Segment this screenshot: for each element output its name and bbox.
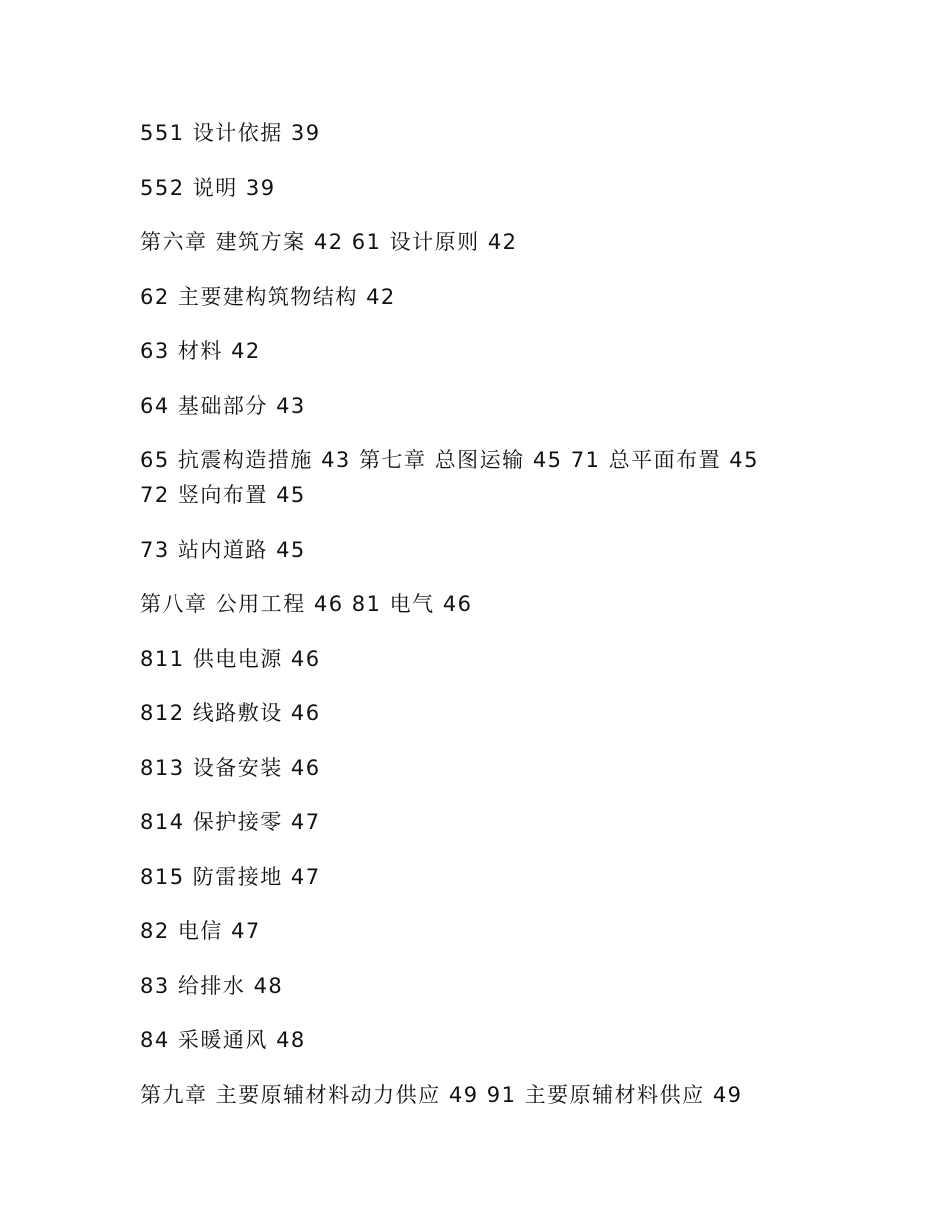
toc-entry: 814 保护接零 47 [140,810,321,834]
toc-entry: 73 站内道路 45 [140,537,306,562]
toc-entry: 811 供电电源 46 [140,646,321,671]
toc-entry: 65 抗震构造措施 43 第七章 总图运输 45 71 总平面布置 45 [140,448,760,472]
toc-entry: 第八章 公用工程 46 81 电气 46 [140,592,473,616]
toc-entry: 第九章 主要原辅材料动力供应 49 91 主要原辅材料供应 49 [140,1082,743,1107]
toc-entry: 83 给排水 48 [140,973,284,998]
toc-entry: 64 基础部分 43 [140,393,306,418]
table-of-contents [140,116,820,1113]
toc-entry: 62 主要建构筑物结构 42 [140,284,396,309]
toc-entry: 551 设计依据 39 [140,121,321,145]
toc-entry: 84 采暖通风 48 [140,1028,306,1052]
toc-entry: 72 竖向布置 45 [140,483,306,507]
toc-entry: 552 说明 39 [140,175,276,200]
toc-entry: 812 线路敷设 46 [140,701,321,725]
toc-entry: 82 电信 47 [140,919,261,943]
toc-entry: 第六章 建筑方案 42 61 设计原则 42 [140,230,518,254]
toc-entry: 63 材料 42 [140,339,261,363]
toc-entry: 813 设备安装 46 [140,755,321,780]
toc-entry: 815 防雷接地 47 [140,864,321,889]
